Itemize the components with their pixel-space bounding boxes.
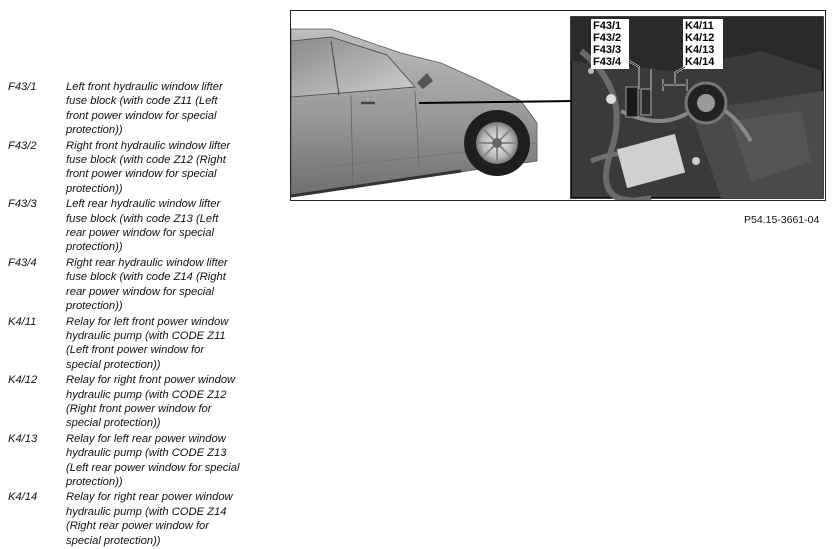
figure-id: P54.15-3661-04: [744, 214, 820, 226]
legend-entry: [8, 432, 270, 490]
legend-list: [8, 80, 270, 548]
legend-entry: [8, 256, 270, 314]
legend-entry: [8, 139, 270, 197]
legend-code: K4/11: [8, 315, 37, 328]
legend-code: K4/13: [8, 432, 38, 445]
callout-group-right: [683, 19, 723, 69]
legend-code: K4/14: [8, 491, 38, 504]
callout-label: F43/4: [593, 56, 622, 68]
legend-entry: [8, 80, 270, 138]
legend-entry: [8, 490, 270, 548]
legend-code: F43/3: [8, 198, 37, 211]
legend-description: Relay for left front power window hydraulic pump (with CODE Z11 (Left front power window for special protection)): [66, 315, 229, 371]
legend-description: Relay for right rear power window hydraulic pump (with CODE Z14 (Right rear power window for special protection)): [66, 491, 233, 547]
legend-code: F43/4: [8, 256, 37, 269]
callout-label: K4/13: [685, 44, 715, 56]
legend-description: Right front hydraulic window lifter fuse block (with code Z12 (Right front power window for special protection)): [66, 139, 231, 195]
callout-label: K4/12: [685, 32, 715, 44]
callout-label: K4/14: [685, 56, 715, 68]
legend-description: Left front hydraulic window lifter fuse block (with code Z11 (Left front power window for special protection)): [66, 81, 223, 137]
callout-label: F43/3: [593, 44, 622, 56]
legend-code: F43/1: [8, 81, 37, 93]
legend-entry: [8, 197, 270, 255]
component-location-figure: [290, 10, 826, 201]
legend-description: Right rear hydraulic window lifter fuse block (with code Z14 (Right rear power window for special protection)): [66, 256, 228, 313]
callout-label: F43/1: [593, 20, 622, 32]
callout-label: K4/11: [685, 20, 714, 32]
legend-entry: [8, 373, 270, 431]
car-illustration: [291, 29, 537, 196]
legend-code: K4/12: [8, 374, 38, 387]
callout-label: F43/2: [593, 32, 622, 44]
legend-description: Relay for right front power window hydraulic pump (with CODE Z12 (Right front power window for special protection)): [66, 374, 236, 430]
legend-description: Left rear hydraulic window lifter fuse block (with code Z13 (Left rear power window for special protection)): [66, 198, 221, 254]
legend-entry: [8, 315, 270, 373]
callout-group-left: [591, 19, 629, 69]
figure-illustration: [291, 11, 825, 200]
legend-description: Relay for left rear power window hydraulic pump (with CODE Z13 (Left rear power window for special protection)): [66, 432, 240, 488]
legend-code: F43/2: [8, 139, 37, 152]
